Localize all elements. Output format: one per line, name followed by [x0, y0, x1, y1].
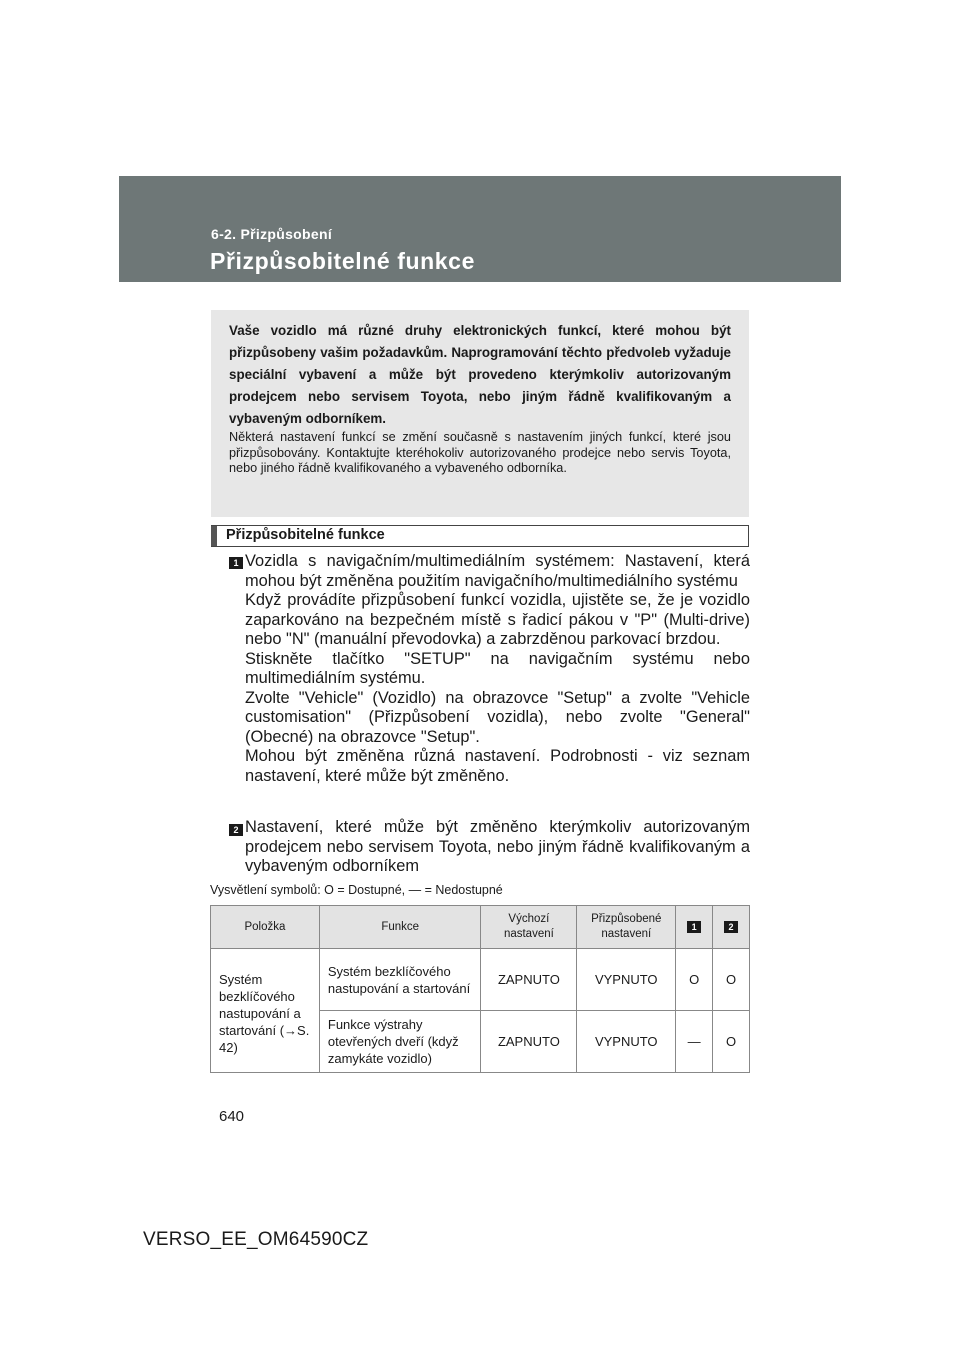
custom-cell: VYPNUTO	[577, 1011, 676, 1073]
subheading-text: Přizpůsobitelné funkce	[226, 527, 385, 543]
item-1-title: Vozidla s navigačním/multimediálním systémem: Nastavení, která mohou být změněna použitím navigačního/multimediálního systému	[245, 552, 750, 590]
item-1-paragraph: Stiskněte tlačítko "SETUP" na navigačním systému nebo multimediálním systému.	[245, 649, 750, 687]
item-1-paragraph: Zvolte "Vehicle" (Vozidlo) na obrazovce "Setup" a zvolte "Vehicle customisation" (Přizpůsobení vozidla), nebo zvolte "General" (Obecné) na obrazovce "Setup".	[245, 688, 750, 746]
table-row	[211, 949, 750, 1011]
default-cell: ZAPNUTO	[481, 949, 577, 1011]
custom-cell: VYPNUTO	[577, 949, 676, 1011]
section-label: 6-2. Přizpůsobení	[211, 226, 333, 242]
header-marker-2	[713, 906, 750, 949]
header-function: Funkce	[319, 906, 481, 949]
item-1-paragraph: Když provádíte přizpůsobení funkcí vozidla, ujistěte se, že je vozidlo zaparkováno na bezpečném místě s řadicí pákou v "P" (Multi-drive) nebo "N" (manuální převodovka) a zabrzděnou parkovací brzdou.	[245, 591, 750, 648]
header-default: Výchozí nastavení	[481, 906, 577, 949]
item-cell: Systém bezklíčového nastupování a startování (→S. 42)	[211, 949, 320, 1073]
default-cell: ZAPNUTO	[481, 1011, 577, 1073]
subheading-bar	[211, 525, 749, 547]
marker-1-icon: 1	[687, 921, 701, 933]
marker-2-icon: 2	[724, 921, 738, 933]
availability-1-cell: —	[676, 1011, 713, 1073]
function-cell: Funkce výstrahy otevřených dveří (když zamykáte vozidlo)	[319, 1011, 481, 1073]
intro-note-text: Některá nastavení funkcí se změní současně s nastavením jiných funkcí, které jsou přizpůsobovány. Kontaktujte kteréhokoliv autorizovaného prodejce nebo servis Toyota, nebo jiného řádně kvalifikovaného a vybaveného odborníka.	[229, 430, 731, 475]
availability-1-cell: O	[676, 949, 713, 1011]
document-code: VERSO_EE_OM64590CZ	[143, 1229, 369, 1250]
settings-table	[210, 905, 750, 1073]
item-1	[245, 552, 750, 786]
availability-2-cell: O	[713, 949, 750, 1011]
item-1-paragraph: Mohou být změněna různá nastavení. Podrobnosti - viz seznam nastavení, které může být změněno.	[245, 747, 750, 785]
symbol-legend: Vysvětlení symbolů: O = Dostupné, — = Nedostupné	[210, 883, 503, 897]
table-header-row	[211, 906, 750, 949]
header-custom: Přizpůsobené nastavení	[577, 906, 676, 949]
intro-bold-text: Vaše vozidlo má různé druhy elektronických funkcí, které mohou být přizpůsobeny vašim požadavkům. Naprogramování těchto předvoleb vyžaduje speciální vybavení a může být provedeno kterýmkoliv autorizovaným prodejcem nebo servisem Toyota, nebo jiným řádně kvalifikovaným a vybaveným odborníkem.	[229, 323, 731, 426]
item-2-title: Nastavení, které může být změněno kterýmkoliv autorizovaným prodejcem nebo servisem Toyota, nebo jiným řádně kvalifikovaným a vybaveným odborníkem	[245, 818, 750, 875]
header-marker-1	[676, 906, 713, 949]
page-number: 640	[219, 1108, 245, 1125]
header-item: Položka	[211, 906, 320, 949]
item-2	[245, 818, 750, 877]
marker-1-icon: 1	[229, 557, 243, 569]
subheading-accent	[211, 526, 217, 546]
marker-2-icon: 2	[229, 824, 243, 836]
function-cell: Systém bezklíčového nastupování a startování	[319, 949, 481, 1011]
availability-2-cell: O	[713, 1011, 750, 1073]
page-title: Přizpůsobitelné funkce	[210, 248, 475, 274]
